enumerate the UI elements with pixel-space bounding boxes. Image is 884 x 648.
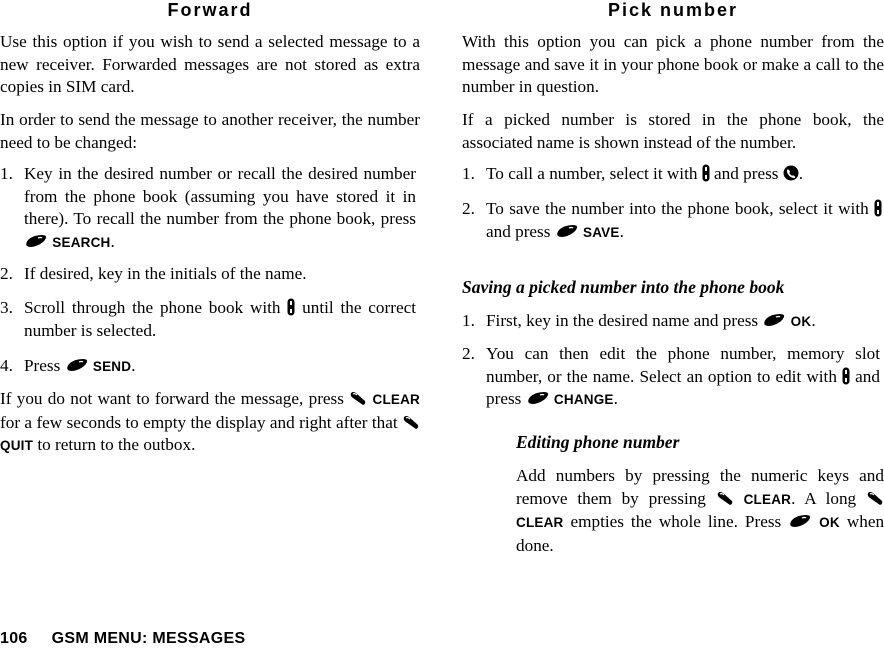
forward-intro: Use this option if you wish to send a selected message to a new receiver. Forwarded messages are not stored as extra copies in SIM card.	[0, 32, 420, 97]
step-end: .	[811, 311, 816, 330]
forward-intro2-block	[0, 109, 420, 154]
pick-step-1	[462, 163, 884, 186]
forward-intro-block	[0, 31, 420, 99]
step-number: 2.	[0, 264, 13, 283]
quit-key-label: QUIT	[0, 438, 34, 454]
step-end: .	[131, 356, 136, 375]
step-number: 2.	[462, 344, 475, 363]
step-text: You can then edit the phone number, memory slot number, or the name. Select an option to edit with	[486, 344, 880, 386]
step-text-a: To call a number, select it with	[486, 164, 698, 183]
step-text-b: and press	[486, 366, 880, 409]
subheading-saving: Saving a picked number into the phone book	[462, 277, 785, 297]
step-text: If desired, key in the initials of the name.	[24, 264, 307, 283]
page-number: 106	[0, 630, 28, 647]
forward-step-3	[0, 297, 416, 342]
step-text-b: and press	[486, 221, 551, 241]
call-key-icon	[783, 165, 799, 181]
select-key-icon	[65, 358, 89, 372]
clear-key-icon	[402, 414, 420, 430]
outro-text-c: to return to the outbox.	[37, 435, 196, 455]
select-key-icon	[555, 224, 579, 238]
scroll-key-icon	[842, 367, 850, 385]
page-footer	[0, 630, 245, 648]
save-step-2	[462, 343, 880, 412]
subheading-editing: Editing phone number	[516, 432, 680, 452]
step-end: .	[619, 221, 624, 241]
step-end: .	[110, 231, 115, 251]
step-number: 1.	[462, 311, 475, 330]
step-text-a: To save the number into the phone book, select it with	[486, 199, 869, 218]
step-text: Press	[24, 356, 61, 375]
editing-text	[516, 465, 884, 557]
footer-section: GSM MENU: MESSAGES	[51, 630, 246, 647]
step-text: Key in the desired number or recall the desired number from the phone book (assuming you have stored it in there). To recall the number from the phone book, press	[24, 164, 416, 229]
edit-text-b: . A long	[791, 488, 857, 508]
pick-intro2: If a picked number is stored in the phone book, the associated name is shown instead of the number.	[462, 110, 884, 152]
step-number: 1.	[0, 164, 13, 183]
forward-step-4	[0, 355, 416, 379]
forward-outro	[0, 388, 420, 458]
step-end: .	[613, 389, 618, 409]
clear-key-icon	[866, 490, 884, 506]
clear-key-label: CLEAR	[743, 491, 792, 507]
step-text-a: Scroll through the phone book with	[24, 298, 281, 317]
saving-subheading-block	[462, 276, 884, 299]
step-text-b: until the correct number is selected.	[24, 298, 416, 340]
scroll-key-icon	[874, 199, 882, 217]
change-key-label: CHANGE	[553, 392, 614, 408]
edit-text-a: Add numbers by pressing the numeric keys and remove them by pressing	[516, 466, 884, 508]
search-key-label: SEARCH	[52, 234, 111, 250]
clear-key-label: CLEAR	[516, 515, 564, 531]
select-key-icon	[762, 313, 786, 327]
step-number: 4.	[0, 356, 13, 375]
outro-text-a: If you do not want to forward the message, press	[0, 389, 344, 408]
step-end: .	[798, 164, 804, 183]
clear-key-icon	[716, 490, 734, 506]
select-key-icon	[526, 391, 550, 405]
clear-key-icon	[349, 390, 367, 406]
clear-key-label: CLEAR	[372, 392, 420, 407]
step-number: 1.	[462, 164, 475, 183]
select-key-icon	[788, 514, 812, 528]
ok-key-label: OK	[819, 515, 840, 531]
forward-step-2	[0, 263, 416, 286]
pick-intro: With this option you can pick a phone number from the message and save it in your phone book or make a call to the number in question.	[462, 32, 884, 97]
send-key-label: SEND	[92, 359, 132, 374]
pick-intro2-block	[462, 109, 884, 154]
save-key-label: SAVE	[583, 224, 620, 240]
section-heading-pick-number: Pick number	[607, 0, 739, 20]
editing-subheading-block	[516, 431, 884, 454]
edit-text-c: empties the whole line. Press	[570, 512, 782, 532]
editing-text-block	[516, 465, 884, 557]
edit-text-d: when done.	[516, 512, 884, 555]
step-text-b: and press	[714, 164, 779, 183]
step-text: First, key in the desired name and press	[486, 311, 759, 330]
step-number: 3.	[0, 298, 13, 317]
save-step-1	[462, 310, 884, 334]
step-number: 2.	[462, 199, 475, 218]
pick-intro-block	[462, 31, 884, 99]
outro-text-b: for a few seconds to empty the display and right after that	[0, 412, 398, 432]
select-key-icon	[24, 234, 48, 248]
scroll-key-icon	[287, 298, 295, 316]
forward-step-1	[0, 163, 416, 254]
section-heading-forward: Forward	[167, 0, 253, 20]
ok-key-label: OK	[790, 314, 812, 329]
forward-outro-block	[0, 388, 420, 458]
forward-intro2: In order to send the message to another receiver, the number need to be changed:	[0, 110, 420, 152]
scroll-key-icon	[702, 164, 710, 182]
pick-step-2	[462, 198, 882, 244]
